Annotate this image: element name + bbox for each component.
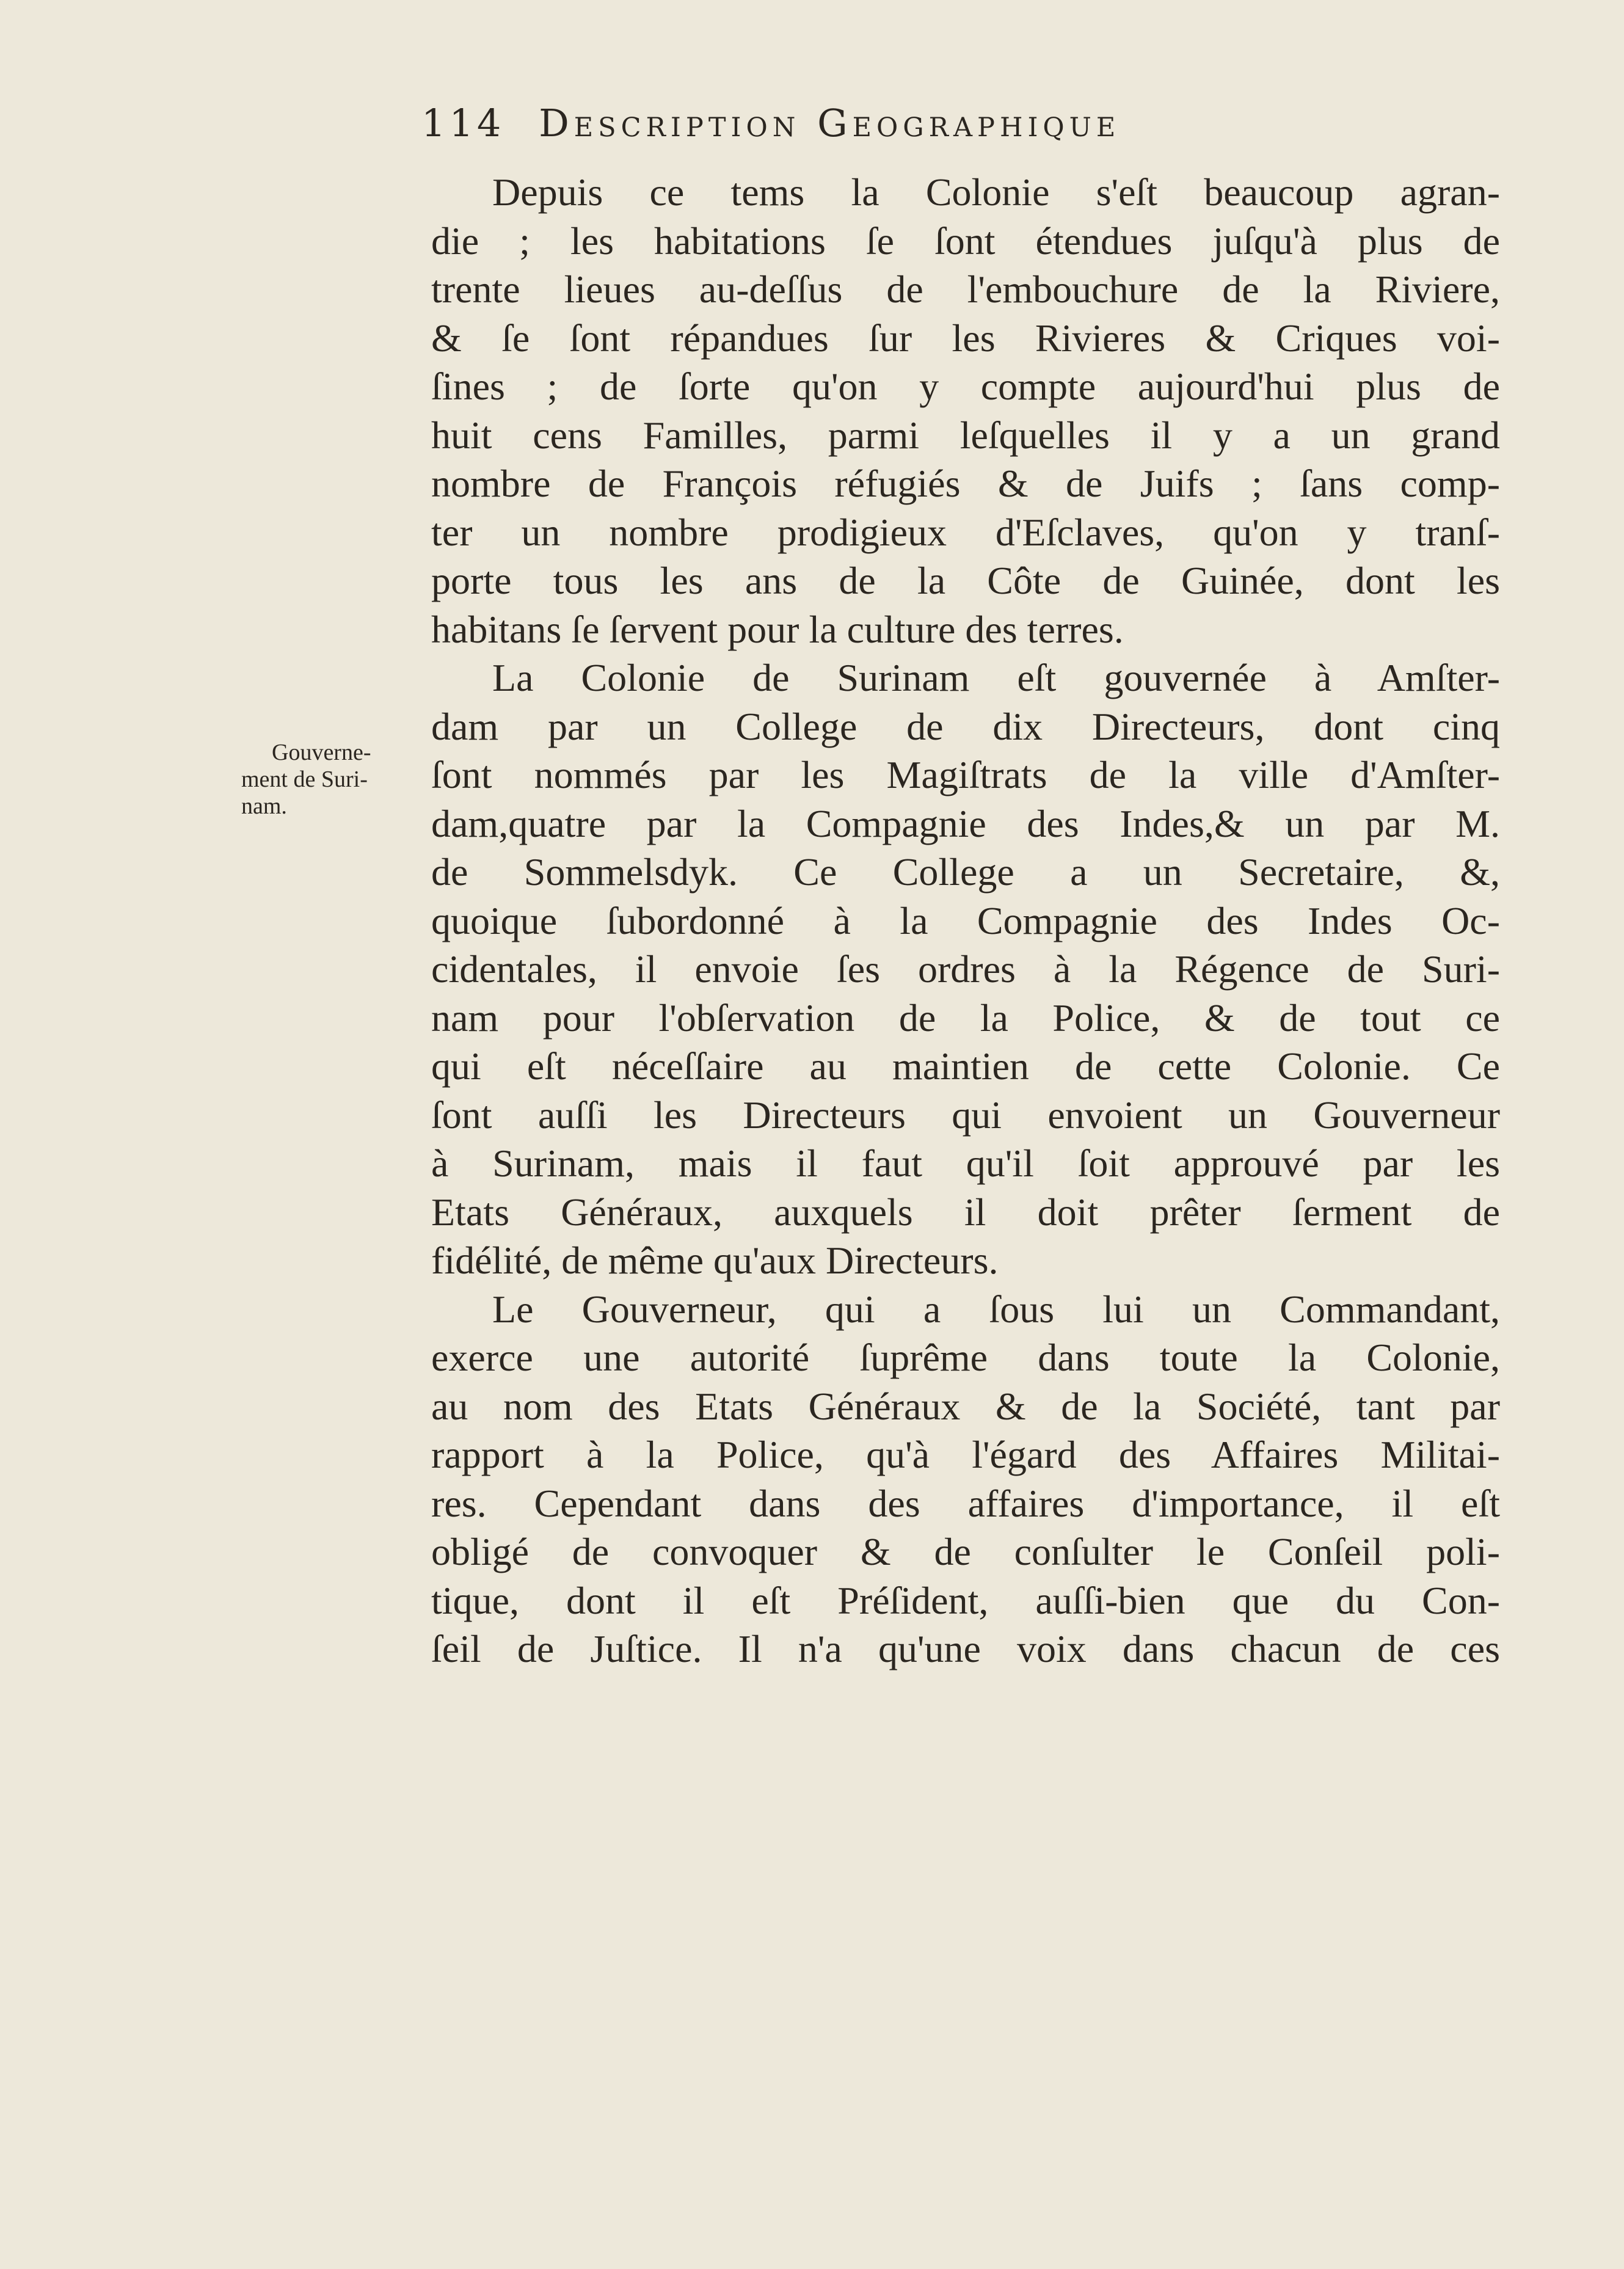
text-line: Etats Généraux, auxquels il doit prêter ſerment de (431, 1190, 1500, 1234)
text-line: huit cens Familles, parmi leſquelles il y a un grand (431, 413, 1500, 457)
text-line: nam pour l'obſervation de la Police, & de tout ce (431, 996, 1500, 1040)
text-line: La Colonie de Surinam eſt gouvernée à Amſter- (492, 656, 1500, 699)
text-line: exerce une autorité ſuprême dans toute la Colonie, (431, 1336, 1500, 1379)
page-number: 114 (421, 101, 505, 145)
text-line: au nom des Etats Généraux & de la Société, tant par (431, 1384, 1500, 1428)
margin-note-line: nam. (241, 793, 287, 819)
running-title: Description Geographique (539, 101, 1121, 145)
text-line: fidélité, de même qu'aux Directeurs. (431, 1239, 999, 1282)
text-line: die ; les habitations ſe ſont étendues juſqu'à plus de (431, 219, 1500, 263)
text-line: tique, dont il eſt Préſident, auſſi-bien que du Con- (431, 1578, 1500, 1622)
text-line: porte tous les ans de la Côte de Guinée, dont les (431, 559, 1500, 602)
text-line: rapport à la Police, qu'à l'égard des Affaires Militai- (431, 1433, 1500, 1476)
text-line: res. Cependant dans des affaires d'importance, il eſt (431, 1481, 1500, 1525)
text-line: ſont auſſi les Directeurs qui envoient un Gouverneur (431, 1093, 1500, 1137)
text-line: ſont nommés par les Magiſtrats de la ville d'Amſter- (431, 753, 1500, 796)
body-text (431, 168, 1500, 1674)
text-line: obligé de convoquer & de conſulter le Conſeil poli- (431, 1530, 1500, 1573)
running-header (421, 101, 1502, 145)
text-line: & ſe ſont répandues ſur les Rivieres & Criques voi- (431, 316, 1500, 360)
text-line: à Surinam, mais il faut qu'il ſoit approuvé par les (431, 1142, 1500, 1185)
text-line: ſines ; de ſorte qu'on y compte aujourd'hui plus de (431, 365, 1500, 408)
text-line: quoique ſubordonné à la Compagnie des Indes Oc- (431, 898, 1500, 942)
text-line: Le Gouverneur, qui a ſous lui un Commandant, (492, 1287, 1500, 1331)
text-line: ter un nombre prodigieux d'Eſclaves, qu'on y tranſ- (431, 510, 1500, 554)
margin-note-line: Gouverne- (272, 740, 371, 765)
margin-note-line: ment de Suri- (241, 767, 368, 792)
text-line: qui eſt néceſſaire au maintien de cette Colonie. Ce (431, 1044, 1500, 1088)
text-line: cidentales, il envoie ſes ordres à la Régence de Suri- (431, 947, 1500, 991)
text-line: de Sommelsdyk. Ce College a un Secretaire, &, (431, 850, 1500, 894)
text-line: Depuis ce tems la Colonie s'eſt beaucoup agran- (492, 170, 1500, 214)
margin-note (241, 739, 400, 820)
text-line: ſeil de Juſtice. Il n'a qu'une voix dans chacun de ces (431, 1627, 1500, 1670)
text-line: dam par un College de dix Directeurs, dont cinq (431, 704, 1500, 748)
text-line: dam,quatre par la Compagnie des Indes,& un par M. (431, 801, 1500, 845)
text-line: trente lieues au-deſſus de l'embouchure de la Riviere, (431, 268, 1500, 311)
text-line: nombre de François réfugiés & de Juifs ; ſans comp- (431, 462, 1500, 505)
text-line: habitans ſe ſervent pour la culture des terres. (431, 607, 1124, 651)
